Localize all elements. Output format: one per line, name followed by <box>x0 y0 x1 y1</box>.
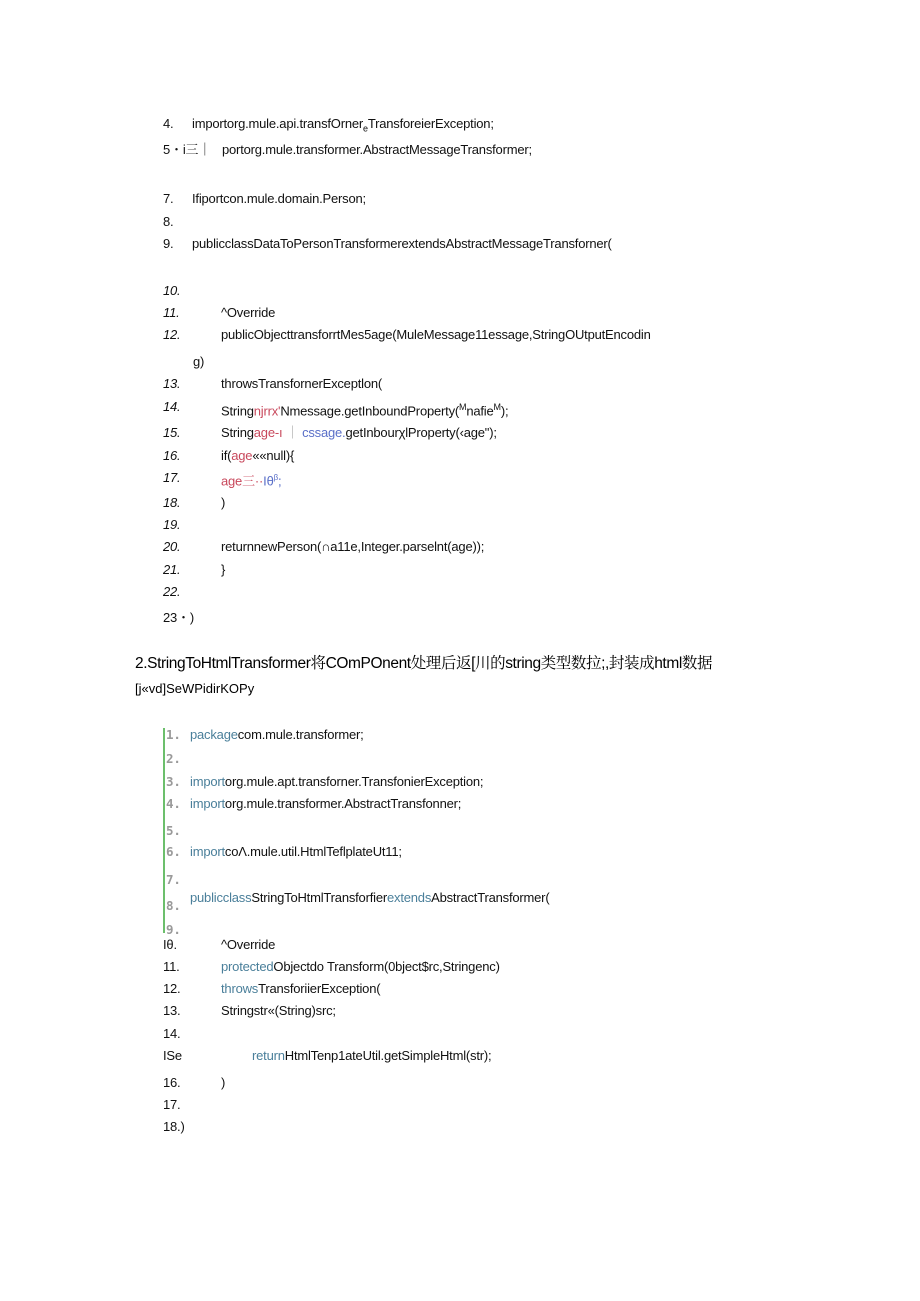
line-number: 4. <box>166 796 181 811</box>
line-number: 23・) <box>163 610 194 625</box>
code-keyword: import <box>190 796 225 811</box>
code-segment: StringToHtmlTransforfier <box>251 890 387 905</box>
code-segment: ); <box>500 403 509 419</box>
code-segment: ; <box>278 473 282 489</box>
line-number: 7. <box>166 872 181 887</box>
code-keyword: throws <box>221 981 259 996</box>
line-number: 13. <box>163 1003 181 1018</box>
section-heading: 2.StringToHtmlTransformer将COmPOnent处理后返[川的string类型数拉;,封装成html数据 <box>135 655 713 672</box>
code-text <box>252 1048 491 1064</box>
line-number: 16. <box>163 1075 181 1090</box>
code-segment: String <box>221 425 254 440</box>
code-text: ) <box>221 495 226 510</box>
code-text <box>190 774 483 790</box>
code-variable: age三·· <box>221 473 264 489</box>
line-number: 17. <box>163 1097 181 1112</box>
code-text: } <box>221 562 226 577</box>
code-text: portorg.mule.transformer.AbstractMessageTransformer; <box>222 142 532 157</box>
code-variable: age <box>231 448 253 463</box>
code-segment: TransforiierException( <box>258 981 381 996</box>
code-segment: org.mule.transformer.AbstractTransfonner; <box>224 796 462 811</box>
code-keyword: import <box>190 844 225 859</box>
line-number: 22. <box>163 584 181 599</box>
code-variable: age-ı <box>253 425 283 440</box>
code-segment: TransforeierException; <box>367 116 494 131</box>
line-number: 7. <box>163 191 174 206</box>
line-number: 18.) <box>163 1119 185 1134</box>
line-number: 5. <box>166 823 181 838</box>
line-number: 17. <box>163 470 181 485</box>
code-text <box>192 116 494 137</box>
line-number: 5・i三｜ <box>163 142 212 157</box>
code-method: cssage. <box>302 425 346 440</box>
line-number: 9. <box>163 236 174 251</box>
code-text <box>221 981 380 997</box>
code-keyword: publicclass <box>190 890 252 905</box>
line-number: 6. <box>166 844 181 859</box>
line-number: 10. <box>163 283 181 298</box>
code-superscript: β <box>273 473 279 482</box>
code-text: publicclassDataToPersonTransformerextendsAbstractMessageTransforner( <box>192 236 612 251</box>
line-number: 14. <box>163 399 181 414</box>
code-keyword: package <box>190 727 238 742</box>
code-text: g) <box>193 354 205 369</box>
code-segment: ｜ <box>285 425 299 440</box>
code-segment: Nmessage.getInboundProperty( <box>280 403 460 419</box>
code-text <box>221 448 294 464</box>
line-number: 16. <box>163 448 181 463</box>
code-text: publicObjecttransforrtMes5age(MuleMessage11essage,StringOUtputEncodin <box>221 327 651 342</box>
line-number: 12. <box>163 327 181 342</box>
code-keyword: return <box>252 1048 285 1063</box>
code-segment: String <box>221 403 254 419</box>
code-text <box>190 890 549 906</box>
code-keyword: extends <box>386 890 432 905</box>
code-keyword: protected <box>221 959 274 974</box>
line-number: 20. <box>163 539 181 554</box>
line-number: Iθ. <box>163 937 177 952</box>
line-number: 12. <box>163 981 181 996</box>
code-subscript: e <box>363 123 368 134</box>
line-number: 21. <box>163 562 181 577</box>
line-number: 9. <box>166 922 181 937</box>
line-number: 15. <box>163 425 181 440</box>
code-segment: Objectdo Transform(0bject$rc,Stringenc) <box>273 959 500 974</box>
code-keyword: import <box>190 774 225 789</box>
code-text <box>190 796 461 812</box>
code-segment: nafie <box>466 403 494 419</box>
line-number: 4. <box>163 116 174 131</box>
code-segment: com.mule.transformer; <box>237 727 364 742</box>
code-text: ^Override <box>221 937 276 952</box>
line-number: 2. <box>166 751 181 766</box>
code-text <box>190 844 402 860</box>
code-text: throwsTransfornerExceptlon( <box>221 376 383 391</box>
line-number: 13. <box>163 376 181 391</box>
code-segment: importorg.mule.api.transfOrner <box>192 116 364 131</box>
code-text: Ifiportcon.mule.domain.Person; <box>192 191 366 206</box>
code-text <box>221 470 281 489</box>
code-text: returnnewPerson(∩a11e,Integer.parselnt(age)); <box>221 539 485 554</box>
code-segment: HtmlTenp1ateUtil.getSimpleHtml(str); <box>284 1048 492 1063</box>
code-method: Iθ <box>263 473 274 489</box>
code-segment: AbstractTransformer( <box>431 890 550 905</box>
line-number: ISe <box>163 1048 182 1063</box>
code-segment: getInbourχlProperty(‹age"); <box>345 425 497 440</box>
code-superscript: M <box>459 402 467 412</box>
line-number: 8. <box>163 214 174 229</box>
code-text: Stringstr«(String)src; <box>221 1003 336 1018</box>
line-number: 11. <box>163 959 180 974</box>
line-number: 3. <box>166 774 181 789</box>
code-text: ) <box>221 1075 226 1090</box>
line-number: 1. <box>166 727 181 742</box>
code-text: ^Override <box>221 305 276 320</box>
line-number: 8. <box>166 898 181 913</box>
code-segment: org.mule.apt.transforner.TransfonierException; <box>224 774 484 789</box>
line-number: 14. <box>163 1026 181 1041</box>
code-superscript: M <box>493 402 501 412</box>
line-number: 19. <box>163 517 181 532</box>
line-number: 11. <box>163 305 180 320</box>
gutter-bar <box>163 728 165 933</box>
view-plain-copy-link[interactable]: [j«vd]SeWPidirKOPy <box>135 681 255 696</box>
code-segment: coΛ.mule.util.HtmlTeflplateUt11; <box>224 844 402 859</box>
code-text <box>221 399 508 419</box>
code-variable: njrrx' <box>253 403 281 419</box>
code-text <box>221 959 500 975</box>
code-text <box>190 727 364 743</box>
line-number: 18. <box>163 495 181 510</box>
code-segment: ««null){ <box>252 448 295 463</box>
code-segment: if( <box>221 448 232 463</box>
code-text <box>221 425 497 441</box>
